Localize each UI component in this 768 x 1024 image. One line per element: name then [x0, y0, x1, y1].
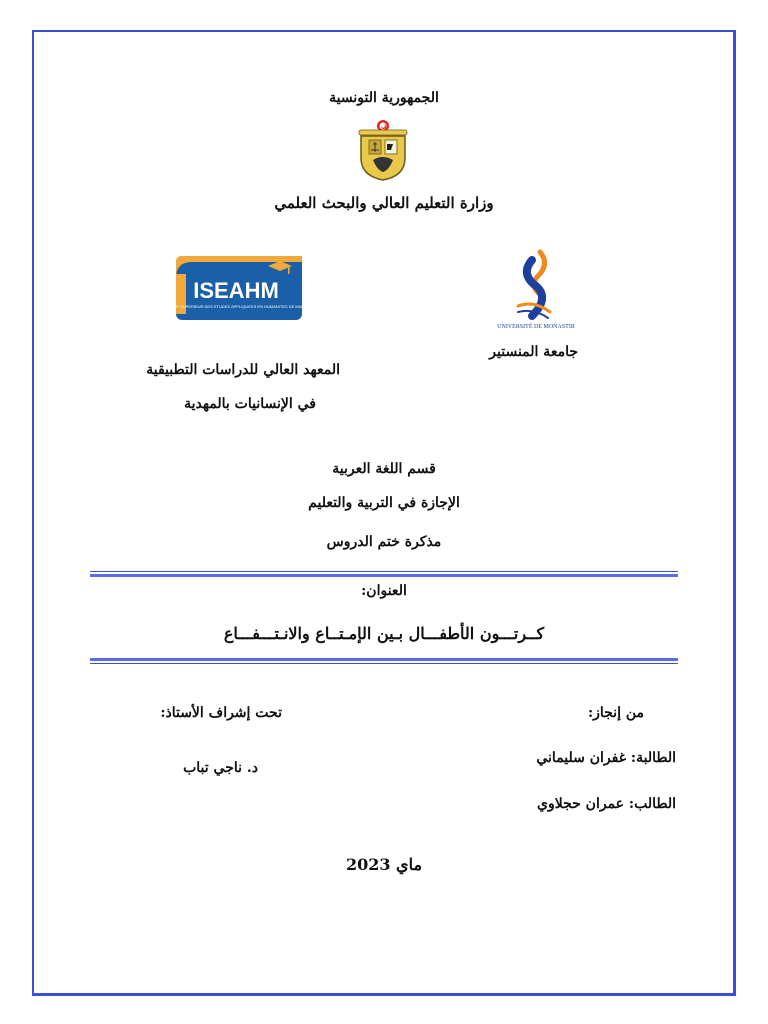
republic-name: الجمهورية التونسية	[329, 90, 439, 106]
student-1-name: الطالبة: غفران سليماني	[536, 750, 676, 766]
prepared-by-label: من إنجاز:	[587, 705, 644, 721]
monastir-logo-icon	[488, 246, 584, 340]
title-rule-bottom-thin	[90, 663, 678, 664]
department-name: قسم اللغة العربية	[332, 461, 436, 477]
institute-name-line1: المعهد العالي للدراسات التطبيقية	[146, 362, 340, 378]
iseahm-logo-text: ISEAHM	[193, 278, 279, 303]
title-rule-top-thin	[90, 571, 678, 572]
ministry-name: وزارة التعليم العالي والبحث العلمي	[274, 194, 494, 212]
iseahm-logo-subtext: INSTITUT SUPERIEUR DES ETUDES APPLIQUEES EN HUMANITES DE MAHDIA	[161, 304, 311, 309]
degree-name: الإجازة في التربية والتعليم	[308, 495, 460, 511]
institute-name-line2: في الإنسانيات بالمهدية	[184, 396, 316, 412]
title-label: العنوان:	[361, 583, 407, 599]
submission-date: ماي 2023	[345, 855, 423, 874]
memoir-type: مذكرة ختم الدروس	[326, 534, 442, 550]
title-rule-bottom-thick	[90, 658, 678, 661]
thesis-title: كــرتـــون الأطفـــال بـين الإمـتــاع والانـتـــفـــاع	[223, 624, 545, 643]
student-2-name: الطالب: عمران حجلاوي	[537, 796, 676, 812]
tunisia-coat-of-arms-icon	[355, 118, 411, 182]
iseahm-logo-icon	[161, 256, 311, 320]
iseahm-logo	[161, 256, 311, 320]
monastir-logo-text: UNIVERSITÉ DE MONASTIR	[497, 324, 575, 330]
university-of-monastir-logo	[488, 246, 584, 340]
supervisor-label: تحت إشراف الأستاذ:	[160, 705, 282, 721]
supervisor-name: د. ناجي تباب	[183, 760, 258, 776]
university-name: جامعة المنستير	[489, 344, 578, 360]
title-rule-top-thick	[90, 574, 678, 577]
